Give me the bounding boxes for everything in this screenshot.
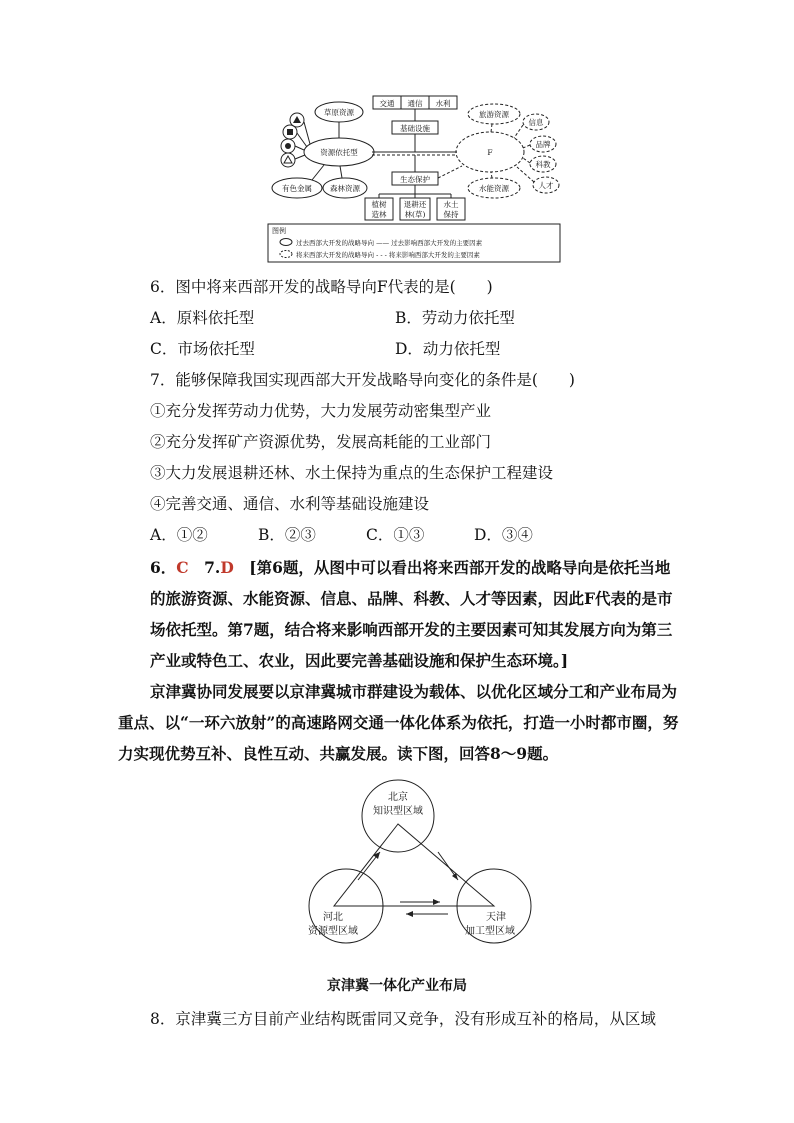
answer-explanation: 6．C 7.D [第6题，从图中可以看出将来西部开发的战略导向是依托当地的旅游资源、水能资源、信息、品牌、科教、人才等因素，因此F代表的是市场依托型。第7题，结合将来影响西部开发的主要因素可知其发展方向为第三产业或特色工、农业，因此要完善基础设施和保护生态环境。] [150,558,673,670]
text-eco: 生态保护 [400,175,430,184]
text-tourism: 旅游资源 [479,110,509,119]
q7-item-2: ②充分发挥矿产资源优势，发展高耗能的工业部门 [150,433,492,451]
legend-line-1: 过去西部大开发的战略导向 —— 过去影响西部大开发的主要因素 [296,239,483,247]
text-F: F [487,148,493,157]
text-info: 信息 [528,118,544,127]
text-resource-based: 资源依托型 [320,148,358,157]
tianjin-type: 加工型区域 [465,926,515,937]
q7-option-c: C．①③ [366,526,425,544]
text-plant-2: 造林 [371,210,387,219]
western-development-diagram [262,92,564,264]
passage: 京津冀协同发展要以京津冀城市群建设为载体、以优化区域分工和产业布局为重点、以“一环六放射”的高速路网交通一体化体系为依托，打造一小时都市圈，努力实现优势互补、良性互动、共赢发展。读下图，回答8～9题。 [118,682,679,763]
text-science: 科教 [535,160,551,169]
q8-stem: 8．京津冀三方目前产业结构既雷同又竞争，没有形成互补的格局，从区域 [150,1010,656,1028]
q7-item-3: ③大力发展退耕还林、水土保持为重点的生态保护工程建设 [150,464,554,482]
q6-option-d: D．动力依托型 [395,340,501,358]
text-water-energy: 水能资源 [479,184,509,193]
text-return-1: 退耕还 [403,200,427,209]
q6-option-c: C．市场依托型 [150,340,255,358]
text-forest: 森林资源 [330,184,360,193]
beijing-name: 北京 [388,792,408,803]
q6-option-b: B．劳动力依托型 [395,309,515,327]
text-communication: 通信 [407,99,423,108]
text-soil-1: 水土 [443,200,459,209]
figure2-caption: 京津冀一体化产业布局 [327,978,467,994]
q6-stem: 6．图中将来西部开发的战略导向F代表的是( ) [150,278,493,296]
text-brand: 品牌 [535,140,551,149]
beijing-type: 知识型区域 [373,806,423,817]
text-metals: 有色金属 [282,184,312,193]
text-water: 水利 [435,99,451,108]
q7-option-d: D．③④ [474,526,533,544]
text-grassland: 草原资源 [324,108,354,117]
tianjin-name: 天津 [486,912,506,923]
q6-option-a: A．原料依托型 [150,309,255,327]
answer-7: D [220,558,234,577]
legend-line-2: 将来西部大开发的战略导向 - - - 将来影响西部大开发的主要因素 [296,251,480,259]
hebei-type: 资源型区域 [308,926,358,937]
text-talent: 人才 [538,181,554,190]
text-return-2: 林(草) [404,210,426,219]
q7-item-4: ④完善交通、通信、水利等基础设施建设 [150,495,430,513]
text-plant-1: 植树 [371,200,387,209]
legend-title: 图例 [272,227,286,235]
q7-option-b: B．②③ [258,526,316,544]
text-infrastructure: 基础设施 [400,124,430,133]
q7-stem: 7．能够保障我国实现西部大开发战略导向变化的条件是( ) [150,371,575,389]
q7-item-1: ①充分发挥劳动力优势，大力发展劳动密集型产业 [150,402,492,420]
answer-6: C [176,558,189,577]
text-soil-2: 保持 [443,210,459,219]
jingjinji-diagram [300,778,544,948]
q7-option-a: A．①② [150,526,208,544]
text-transport: 交通 [379,99,395,108]
hebei-name: 河北 [323,912,343,923]
